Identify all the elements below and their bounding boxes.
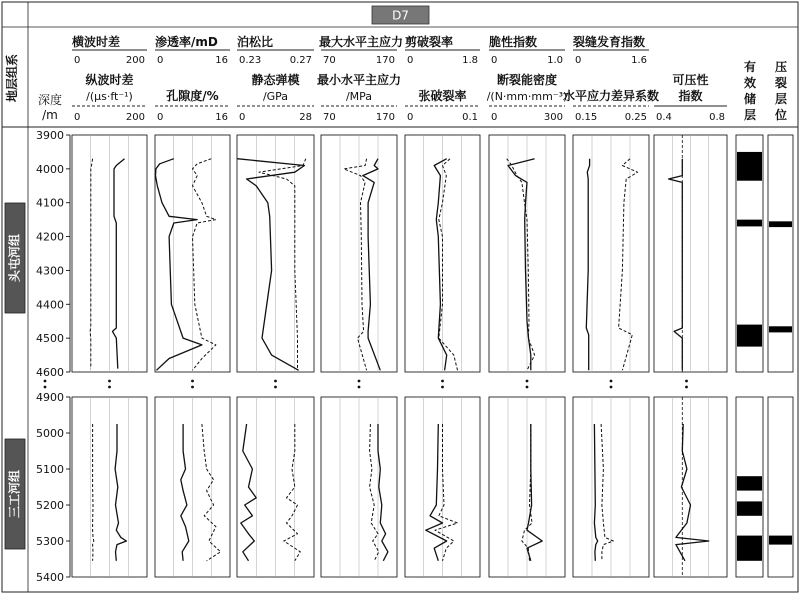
- top-curve-max: 0.27: [289, 55, 312, 66]
- top-curve-label: 横波时差: [72, 35, 121, 49]
- effective-reservoir-interval: [737, 536, 762, 561]
- top-curve-label: 剪破裂率: [405, 35, 454, 49]
- track-break-marker: [685, 386, 688, 389]
- depth-tick-label: 4900: [36, 391, 64, 404]
- effective-reservoir-interval: [737, 325, 762, 347]
- top-curve-max: 1.0: [547, 55, 563, 66]
- track-break-marker: [610, 386, 613, 389]
- effective-reservoir-interval: [737, 476, 762, 490]
- track-break-marker: [358, 386, 361, 389]
- top-curve-label: 裂缝发育指数: [573, 35, 646, 49]
- bottom-curve-unit: /(N·mm·mm⁻³): [486, 90, 568, 103]
- bottom-curve-label: 断裂能密度: [496, 73, 558, 87]
- bottom-curve-label: 孔隙度/%: [166, 89, 219, 103]
- bottom-curve-max: 16: [215, 112, 228, 123]
- depth-tick-label: 4400: [36, 298, 64, 312]
- bottom-curve-max: 170: [375, 112, 395, 123]
- track-break-marker: [108, 386, 111, 389]
- curve-min: 0.4: [656, 112, 672, 123]
- formation-label: 头屯河组: [7, 233, 22, 283]
- fracture-interval: [769, 536, 792, 545]
- depth-tick-label: 4000: [36, 162, 64, 176]
- chart-header: [372, 6, 429, 24]
- top-curve-label: 渗透率/mD: [155, 35, 218, 49]
- bottom-curve-label: 张破裂率: [418, 89, 467, 103]
- effective-reservoir-interval: [737, 220, 762, 227]
- bottom-curve-min: 70: [323, 112, 336, 123]
- bottom-curve-max: 0.25: [624, 112, 647, 123]
- depth-break-marker: [44, 386, 47, 389]
- depth-unit: /m: [42, 108, 58, 122]
- top-curve-min: 0: [157, 55, 164, 66]
- bottom-curve-unit: /MPa: [345, 90, 373, 103]
- top-curve-min: 0: [491, 55, 498, 66]
- top-curve-max: 200: [125, 55, 145, 66]
- effective-reservoir-title-char: 储: [743, 92, 757, 106]
- depth-tick-label: 3900: [36, 129, 64, 142]
- track-break-marker: [191, 386, 194, 389]
- depth-tick-label: 5400: [36, 571, 64, 584]
- track-break-marker: [441, 380, 444, 383]
- effective-reservoir-title-char: 效: [743, 76, 757, 90]
- chart-title: D7: [392, 8, 409, 23]
- bottom-curve-min: 0: [74, 112, 81, 123]
- bottom-curve-max: 200: [125, 112, 145, 123]
- bottom-curve-min: 0: [407, 112, 414, 123]
- bottom-curve-label: 静态弹模: [251, 73, 300, 87]
- depth-break-marker: [44, 380, 47, 383]
- top-curve-min: 0: [74, 55, 81, 66]
- effective-reservoir-title-char: 有: [743, 60, 757, 74]
- track-break-marker: [441, 386, 444, 389]
- bottom-curve-max: 300: [543, 112, 563, 123]
- depth-title: 深度: [37, 93, 63, 107]
- fracture-layer-title-char: 压: [774, 60, 788, 74]
- track-break-marker: [685, 380, 688, 383]
- track-break-marker: [358, 380, 361, 383]
- bottom-curve-label: 水平应力差异系数: [562, 89, 660, 103]
- effective-reservoir-title-char: 层: [743, 108, 757, 122]
- depth-tick-label: 4600: [36, 366, 64, 379]
- bottom-curve-label: 纵波时差: [85, 73, 134, 87]
- depth-tick-label: 5000: [36, 427, 64, 440]
- depth-tick-label: 5200: [36, 499, 64, 512]
- track-break-marker: [526, 386, 529, 389]
- top-curve-min: 0.23: [239, 55, 262, 66]
- bottom-curve-label: 最小水平主应力: [316, 73, 402, 87]
- fracture-interval: [769, 221, 792, 227]
- track-break-marker: [526, 380, 529, 383]
- fracture-layer-title-char: 层: [774, 92, 788, 106]
- depth-tick-label: 4100: [36, 196, 64, 210]
- track-break-marker: [108, 380, 111, 383]
- curve-label-line2: 指数: [678, 89, 703, 103]
- top-curve-max: 1.8: [462, 55, 478, 66]
- fracture-layer-title-char: 位: [774, 108, 788, 122]
- track-break-marker: [191, 380, 194, 383]
- top-curve-label: 最大水平主应力: [319, 35, 404, 49]
- top-curve-min: 70: [323, 55, 336, 66]
- bottom-curve-unit: /(μs·ft⁻¹): [86, 90, 133, 103]
- fracture-interval: [769, 326, 792, 332]
- top-curve-label: 泊松比: [237, 35, 274, 49]
- track-break-marker: [274, 380, 277, 383]
- bottom-curve-unit: /GPa: [262, 90, 289, 103]
- top-curve-max: 1.6: [631, 55, 647, 66]
- bottom-curve-min: 0: [157, 112, 164, 123]
- bottom-curve-min: 0: [491, 112, 498, 123]
- depth-tick-label: 4200: [36, 230, 64, 244]
- track-break-marker: [274, 386, 277, 389]
- top-curve-max: 16: [215, 55, 228, 66]
- curve-label-line1: 可压性: [672, 73, 709, 87]
- depth-tick-label: 5100: [36, 463, 64, 476]
- fracture-layer-title-char: 裂: [774, 76, 788, 90]
- top-curve-min: 0: [575, 55, 582, 66]
- top-curve-max: 170: [375, 55, 395, 66]
- formation-label: 三工河组: [7, 469, 22, 519]
- track-break-marker: [610, 380, 613, 383]
- effective-reservoir-interval: [737, 152, 762, 181]
- top-curve-min: 0: [407, 55, 414, 66]
- top-curve-label: 脆性指数: [489, 35, 538, 49]
- depth-tick-label: 4500: [36, 332, 64, 346]
- depth-tick-label: 4300: [36, 264, 64, 278]
- bottom-curve-min: 0.15: [575, 112, 598, 123]
- depth-tick-label: 5300: [36, 535, 64, 548]
- formation-column-title: 地层组系: [5, 53, 19, 103]
- curve-max: 0.8: [709, 112, 725, 123]
- effective-reservoir-interval: [737, 501, 762, 515]
- bottom-curve-min: 0: [239, 112, 246, 123]
- bottom-curve-max: 0.1: [462, 112, 478, 123]
- bottom-curve-max: 28: [299, 112, 312, 123]
